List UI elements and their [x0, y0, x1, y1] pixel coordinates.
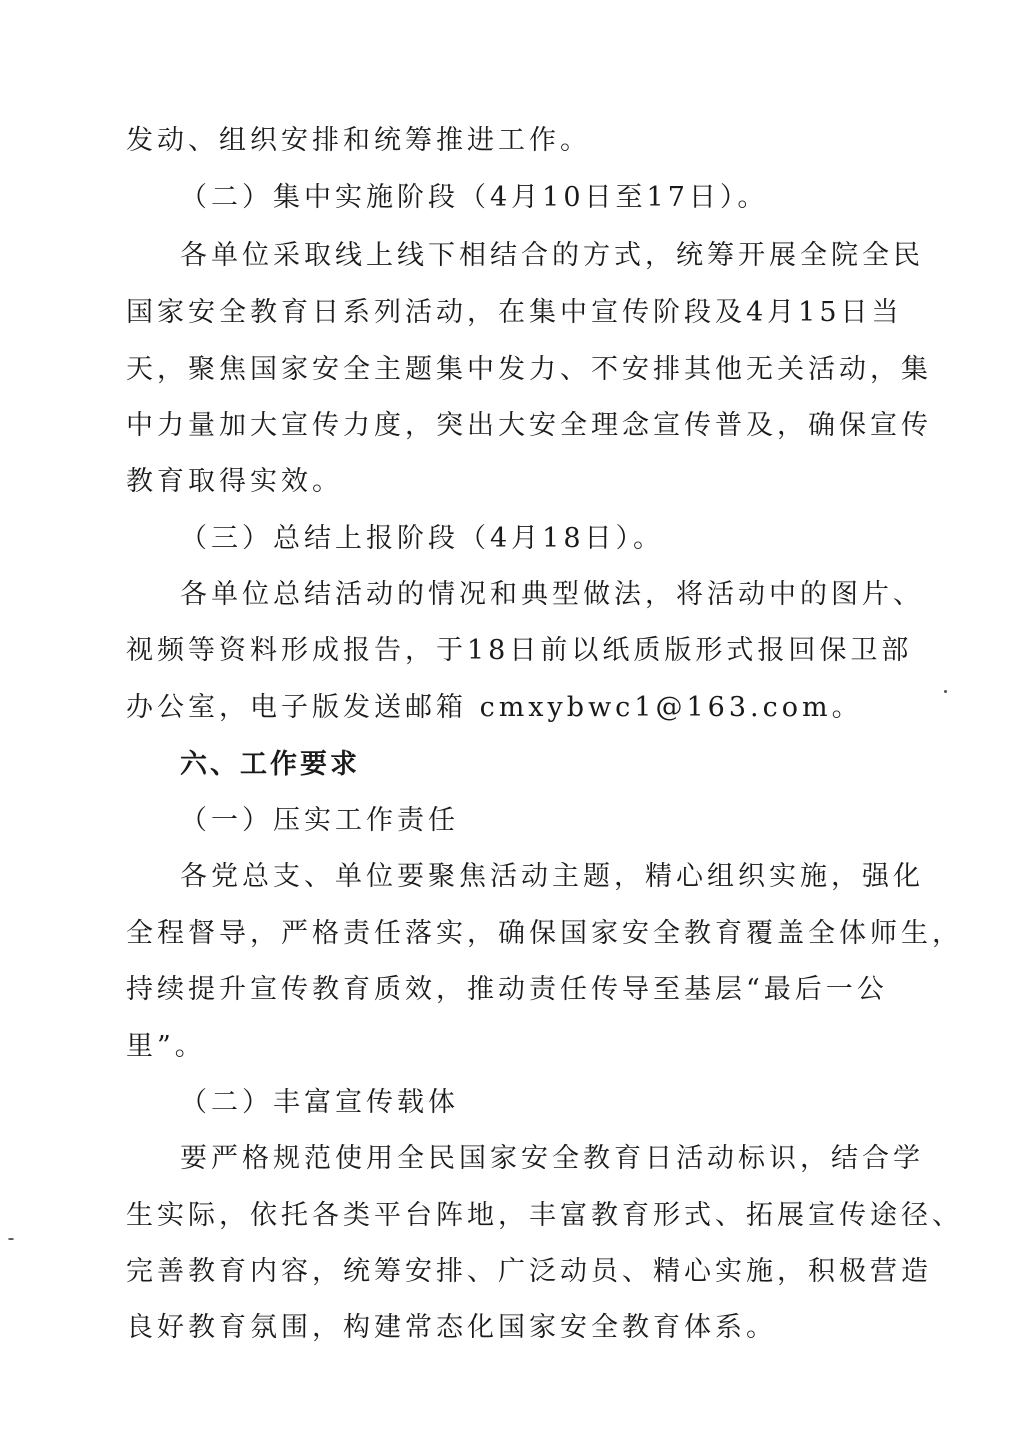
body-line: 教育取得实效。 — [126, 466, 343, 497]
body-line: 里”。 — [126, 1031, 206, 1062]
scan-speck — [8, 1238, 14, 1240]
body-line: 完善教育内容，统筹安排、广泛动员、精心实施，积极营造 — [126, 1256, 932, 1287]
scan-speck — [944, 690, 947, 693]
body-line: 全程督导，严格责任落实，确保国家安全教育覆盖全体师生， — [126, 918, 963, 949]
body-line: 天，聚焦国家安全主题集中发力、不安排其他无关活动，集 — [126, 354, 932, 385]
body-line: 办公室，电子版发送邮箱 cmxybwc1@163.com。 — [126, 692, 863, 723]
section-six-heading: 六、工作要求 — [180, 749, 360, 780]
body-line: 各单位总结活动的情况和典型做法，将活动中的图片、 — [180, 579, 924, 610]
subheading-responsibility: （一）压实工作责任 — [180, 805, 459, 836]
body-line: 中力量加大宣传力度，突出大安全理念宣传普及，确保宣传 — [126, 410, 932, 441]
body-line: 发动、组织安排和统筹推进工作。 — [126, 125, 591, 156]
body-line: 各党总支、单位要聚焦活动主题，精心组织实施，强化 — [180, 861, 924, 892]
body-line: 生实际，依托各类平台阵地，丰富教育形式、拓展宣传途径、 — [126, 1200, 963, 1231]
body-line: 持续提升宣传教育质效，推动责任传导至基层“最后一公 — [126, 974, 888, 1005]
stage-three-subheading: （三）总结上报阶段（4月18日）。 — [180, 523, 665, 554]
stage-two-subheading: （二）集中实施阶段（4月10日至17日）。 — [180, 182, 769, 213]
subheading-carriers: （二）丰富宣传载体 — [180, 1087, 459, 1118]
body-line: 各单位采取线上线下相结合的方式，统筹开展全院全民 — [180, 240, 924, 271]
body-line: 视频等资料形成报告，于18日前以纸质版形式报回保卫部 — [126, 635, 913, 666]
body-line: 良好教育氛围，构建常态化国家安全教育体系。 — [126, 1312, 777, 1343]
body-line: 国家安全教育日系列活动，在集中宣传阶段及4月15日当 — [126, 297, 903, 328]
body-line: 要严格规范使用全民国家安全教育日活动标识，结合学 — [180, 1143, 924, 1174]
